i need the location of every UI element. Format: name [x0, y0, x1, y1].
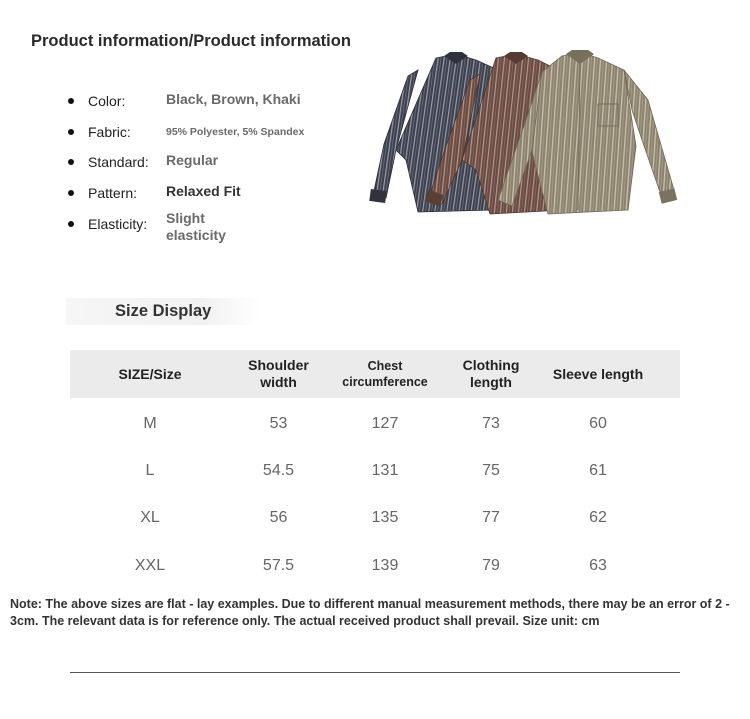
header-size [70, 350, 230, 398]
table-row [70, 400, 680, 447]
bullet-icon [68, 159, 74, 165]
spec-value: 95% Polyester, 5% Spandex [166, 126, 305, 138]
table-row [70, 542, 680, 589]
cell-clothing-length: 73 [482, 414, 500, 432]
bullet-icon [68, 190, 74, 196]
cell-clothing-length: 75 [482, 461, 500, 479]
cell-shoulder-width: 57.5 [262, 556, 295, 574]
cell-sleeve-length: 62 [589, 508, 607, 526]
spec-value: Regular [166, 152, 219, 168]
cell-size: M [143, 414, 157, 432]
spec-value: Black, Brown, Khaki [166, 91, 301, 107]
spec-label: Standard: [88, 154, 149, 170]
cell-shoulder-width: 54.5 [262, 461, 295, 479]
size-display-title: Size Display [115, 302, 212, 320]
cell-size: XXL [134, 556, 166, 574]
header-text-line1: Clothing [462, 357, 520, 373]
header-text-line2: length [469, 374, 512, 390]
cell-chest: 139 [371, 556, 399, 574]
header-text-line2: circumference [342, 375, 428, 389]
table-row [70, 447, 680, 494]
header-sleeve-length [539, 350, 657, 398]
spec-label: Elasticity: [88, 216, 148, 232]
header-text-line2: width [260, 374, 297, 390]
header-text: Sleeve length [552, 365, 644, 382]
cell-size: XL [140, 508, 160, 526]
cell-sleeve-length: 63 [589, 556, 607, 574]
header-shoulder-width [230, 350, 327, 398]
spec-label: Fabric: [88, 124, 131, 140]
bullet-icon [68, 129, 74, 135]
cell-sleeve-length: 61 [589, 461, 607, 479]
spec-label: Color: [88, 93, 126, 109]
cell-clothing-length: 77 [482, 508, 500, 526]
cell-shoulder-width: 56 [269, 508, 288, 526]
cell-chest: 127 [371, 414, 399, 432]
cell-chest: 135 [371, 508, 399, 526]
table-row [70, 494, 680, 541]
table-header-row [70, 350, 680, 398]
page-title: Product information/Product information [31, 32, 351, 50]
cell-clothing-length: 79 [482, 556, 500, 574]
header-text: SIZE/Size [118, 365, 182, 382]
cell-sleeve-length: 60 [589, 414, 607, 432]
cell-size: L [145, 461, 155, 479]
header-chest-circumference [327, 350, 443, 398]
cell-chest: 131 [371, 461, 399, 479]
bullet-icon [68, 98, 74, 104]
bullet-icon [68, 221, 74, 227]
spec-value-line1: Slight [166, 210, 205, 226]
divider [70, 672, 680, 673]
measurement-note: Note: The above sizes are flat - lay examples. Due to different manual measurement methods, there may be an error of 2 - 3cm. The relevant data is for reference only. The actual received product shall prevail. Size unit: cm [10, 597, 730, 628]
header-text-line1: Chest [367, 359, 403, 373]
cell-shoulder-width: 53 [269, 414, 288, 432]
spec-value-line2: elasticity [166, 227, 226, 243]
header-text-line1: Shoulder [248, 357, 309, 373]
spec-value: Relaxed Fit [166, 183, 241, 199]
spec-label: Pattern: [88, 185, 138, 201]
header-clothing-length [443, 350, 539, 398]
product-shirts-image [366, 50, 682, 216]
